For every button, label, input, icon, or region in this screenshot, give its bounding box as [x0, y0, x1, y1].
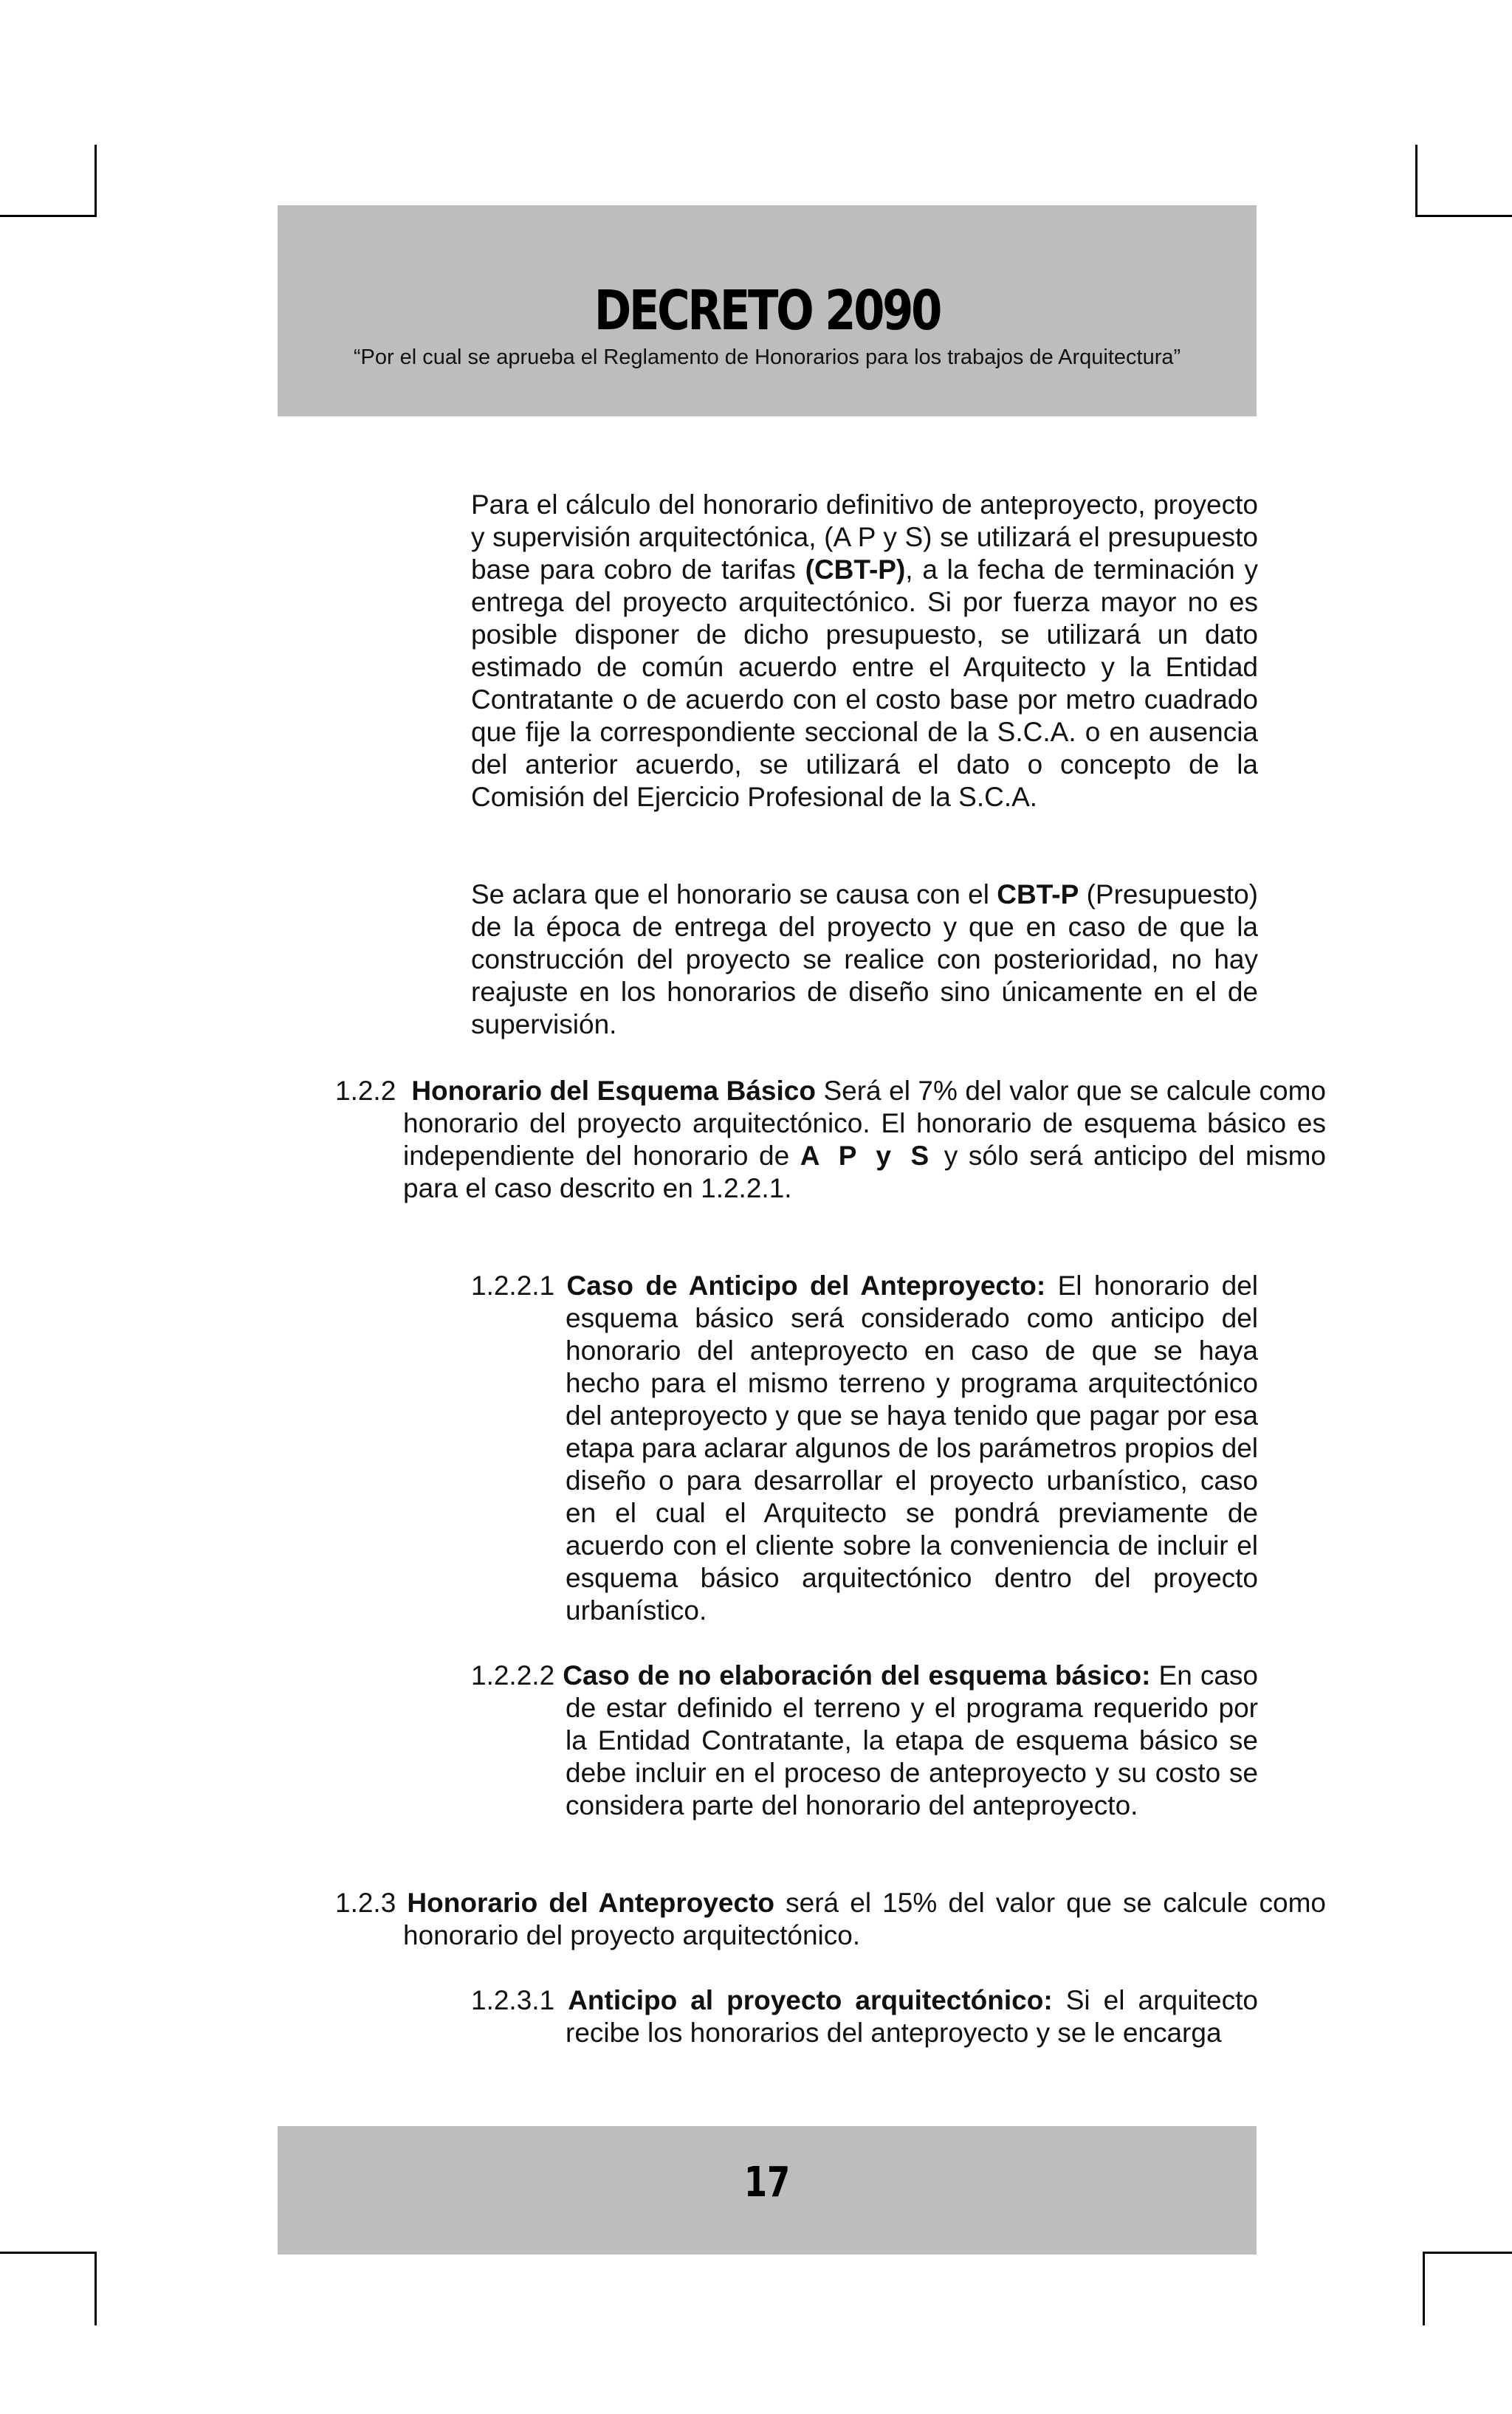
cbt-p-term: CBT-P	[997, 879, 1079, 909]
section-number: 1.2.2.2	[471, 1660, 555, 1691]
paragraph-aclaracion-cbt-p: Se aclara que el honorario se causa con el CBT-P (Presupuesto) de la época de entrega del proyecto y que en caso de que la construcción del proyecto se realice con posterioridad, no hay reajuste en los honorarios de diseño sino únicamente en el de supervisión.	[471, 879, 1258, 1039]
section-1-2-3: 1.2.3 Honorario del Anteproyecto será el 15% del valor que se calcule como honorario del proyecto arquitectónico.	[335, 1888, 1326, 1950]
aps-term: A P y S	[800, 1141, 934, 1171]
cbt-p-term: (CBT-P)	[805, 554, 906, 585]
crop-mark-bottom-right	[1423, 2252, 1512, 2254]
crop-mark-top-right	[1415, 145, 1418, 217]
document-title: DECRETO 2090	[594, 279, 941, 343]
crop-mark-top-left	[0, 215, 97, 217]
section-1-2-2-1: 1.2.2.1 Caso de Anticipo del Anteproyecto: El honorario del esquema básico será considerado como anticipo del honorario del anteproyecto en caso de que se haya hecho para el mismo terreno y programa arquitectónico del anteproyecto y que se haya tenido que pagar por esa etapa para aclarar algunos de los parámetros propios del diseño o para desarrollar el proyecto urbanístico, caso en el cual el Arquitecto se pondrá previamente de acuerdo con el cliente sobre la conveniencia de incluir el esquema básico arquitectónico dentro del proyecto urbanístico.	[471, 1270, 1258, 1626]
section-heading: Honorario del Anteproyecto	[407, 1888, 775, 1918]
crop-mark-bottom-left	[0, 2252, 97, 2254]
page-number: 17	[743, 2159, 791, 2207]
section-1-2-2-2: 1.2.2.2 Caso de no elaboración del esquema básico: En caso de estar definido el terreno y el programa requerido por la Entidad Contratante, la etapa de esquema básico se debe incluir en el proceso de anteproyecto y su costo se considera parte del honorario del anteproyecto.	[471, 1660, 1259, 1820]
section-heading: Honorario del Esquema Básico	[411, 1076, 816, 1106]
page-footer	[278, 2126, 1257, 2255]
section-heading: Caso de no elaboración del esquema básico:	[563, 1660, 1151, 1691]
section-number: 1.2.3.1	[471, 1985, 555, 2015]
crop-mark-bottom-left	[94, 2252, 97, 2325]
section-number: 1.2.2	[335, 1076, 396, 1106]
page-header	[278, 205, 1257, 416]
section-number: 1.2.3	[335, 1888, 396, 1918]
crop-mark-bottom-right	[1423, 2252, 1425, 2325]
section-heading: Anticipo al proyecto arquitectónico:	[568, 1985, 1053, 2015]
section-heading: Caso de Anticipo del Anteproyecto:	[566, 1270, 1046, 1301]
crop-mark-top-right	[1415, 215, 1512, 217]
section-1-2-3-1: 1.2.3.1 Anticipo al proyecto arquitectónico: Si el arquitecto recibe los honorarios del anteproyecto y se le encarga	[471, 1985, 1258, 2048]
paragraph-calculo-honorario: Para el cálculo del honorario definitivo de anteproyecto, proyecto y supervisión arquitectónica, (A P y S) se utilizará el presupuesto base para cobro de tarifas (CBT-P), a la fecha de terminación y entrega del proyecto arquitectónico. Si por fuerza mayor no es posible disponer de dicho presupuesto, se utilizará un dato estimado de común acuerdo entre el Arquitecto y la Entidad Contratante o de acuerdo con el costo base por metro cuadrado que fije la correspondiente seccional de la S.C.A. o en ausencia del anterior acuerdo, se utilizará el dato o concepto de la Comisión del Ejercicio Profesional de la S.C.A.	[471, 489, 1258, 812]
crop-mark-top-left	[94, 145, 97, 217]
section-1-2-2: 1.2.2 Honorario del Esquema Básico Será el 7% del valor que se calcule como honorario del proyecto arquitectónico. El honorario de esquema básico es independiente del honorario de A P y S y sólo será anticipo del mismo para el caso descrito en 1.2.2.1.	[335, 1076, 1327, 1203]
section-number: 1.2.2.1	[471, 1270, 555, 1301]
document-subtitle: “Por el cual se aprueba el Reglamento de Honorarios para los trabajos de Arquitectura”	[353, 345, 1181, 369]
